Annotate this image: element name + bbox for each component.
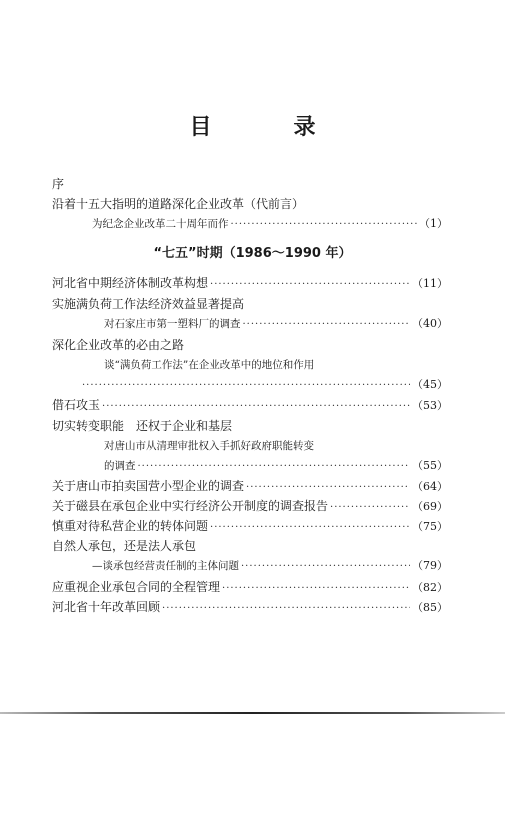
period-heading: “七五”时期（1986～1990 年） [153, 246, 352, 261]
toc-entry-sub [92, 558, 448, 575]
leader-dots [330, 500, 410, 516]
toc-entry-page: （1） [419, 217, 448, 230]
toc-entry-text: 借石攻玉 [52, 398, 101, 412]
intro-title: 沿着十五大指明的道路深化企业改革（代前言） [52, 197, 305, 211]
toc-entry-intro-subtitle [92, 216, 448, 233]
toc-entry [52, 478, 448, 496]
page-divider [0, 712, 505, 714]
toc-entry-page: （64） [412, 480, 448, 493]
toc-entry-text: 关于磁县在承包企业中实行经济公开制度的调查报告 [52, 499, 329, 513]
toc-entry-text: 的调查 [104, 460, 136, 472]
toc-entry-sub: 谈“满负荷工作法”在企业改革中的地位和作用 [104, 359, 315, 371]
leader-dots [102, 399, 410, 415]
leader-dots [222, 581, 410, 597]
toc-entry-text: 为纪念企业改革二十周年而作 [92, 218, 229, 230]
toc-entry-sub [104, 316, 448, 333]
page-title: 目 录 [189, 115, 346, 140]
toc-entry-sub [80, 377, 448, 394]
toc-entry-text: 河北省中期经济体制改革构想 [52, 276, 209, 290]
toc-entry: 自然人承包，还是法人承包 [52, 539, 197, 553]
leader-dots [246, 480, 410, 496]
leader-dots [82, 378, 410, 394]
toc-entry-sub: 对唐山市从清理审批权入手抓好政府职能转变 [104, 440, 314, 452]
toc-entry [52, 599, 448, 617]
toc-entry-page: （53） [412, 399, 448, 412]
toc-entry-page: （40） [412, 317, 448, 330]
toc-entry-page: （82） [412, 581, 448, 594]
leader-dots [241, 559, 410, 575]
toc-entry-page: （79） [412, 559, 448, 572]
toc-entry-text: —谈承包经营责任制的主体问题 [92, 560, 239, 572]
toc-entry: 实施满负荷工作法经济效益显著提高 [52, 297, 245, 311]
toc-entry-text: 关于唐山市拍卖国营小型企业的调查 [52, 479, 245, 493]
leader-dots [138, 459, 411, 475]
toc-entry-text: 河北省十年改革回顾 [52, 600, 161, 614]
toc-entry [52, 579, 448, 597]
toc-entry: 深化企业改革的必由之路 [52, 338, 185, 352]
toc-entry [52, 518, 448, 536]
toc-entry-page: （69） [412, 500, 448, 513]
toc-entry-text: 慎重对待私营企业的转体问题 [52, 519, 209, 533]
toc-entry [52, 397, 448, 415]
leader-dots [231, 217, 418, 233]
toc-entry [52, 498, 448, 516]
toc-entry-text: 应重视企业承包合同的全程管理 [52, 580, 221, 594]
toc-entry: 切实转变职能 还权于企业和基层 [52, 419, 233, 433]
leader-dots [210, 277, 410, 293]
leader-dots [162, 601, 410, 617]
toc-entry-page: （11） [412, 277, 448, 290]
toc-entry-page: （45） [412, 378, 448, 391]
preface-label: 序 [52, 177, 65, 191]
toc-entry-sub [104, 458, 448, 475]
toc-entry [52, 275, 448, 293]
leader-dots [243, 317, 411, 333]
toc-entry-page: （55） [412, 459, 448, 472]
toc-entry-page: （85） [412, 601, 448, 614]
toc-entry-text: 对石家庄市第一塑料厂的调查 [104, 318, 241, 330]
leader-dots [210, 520, 410, 536]
toc-entry-page: （75） [412, 520, 448, 533]
